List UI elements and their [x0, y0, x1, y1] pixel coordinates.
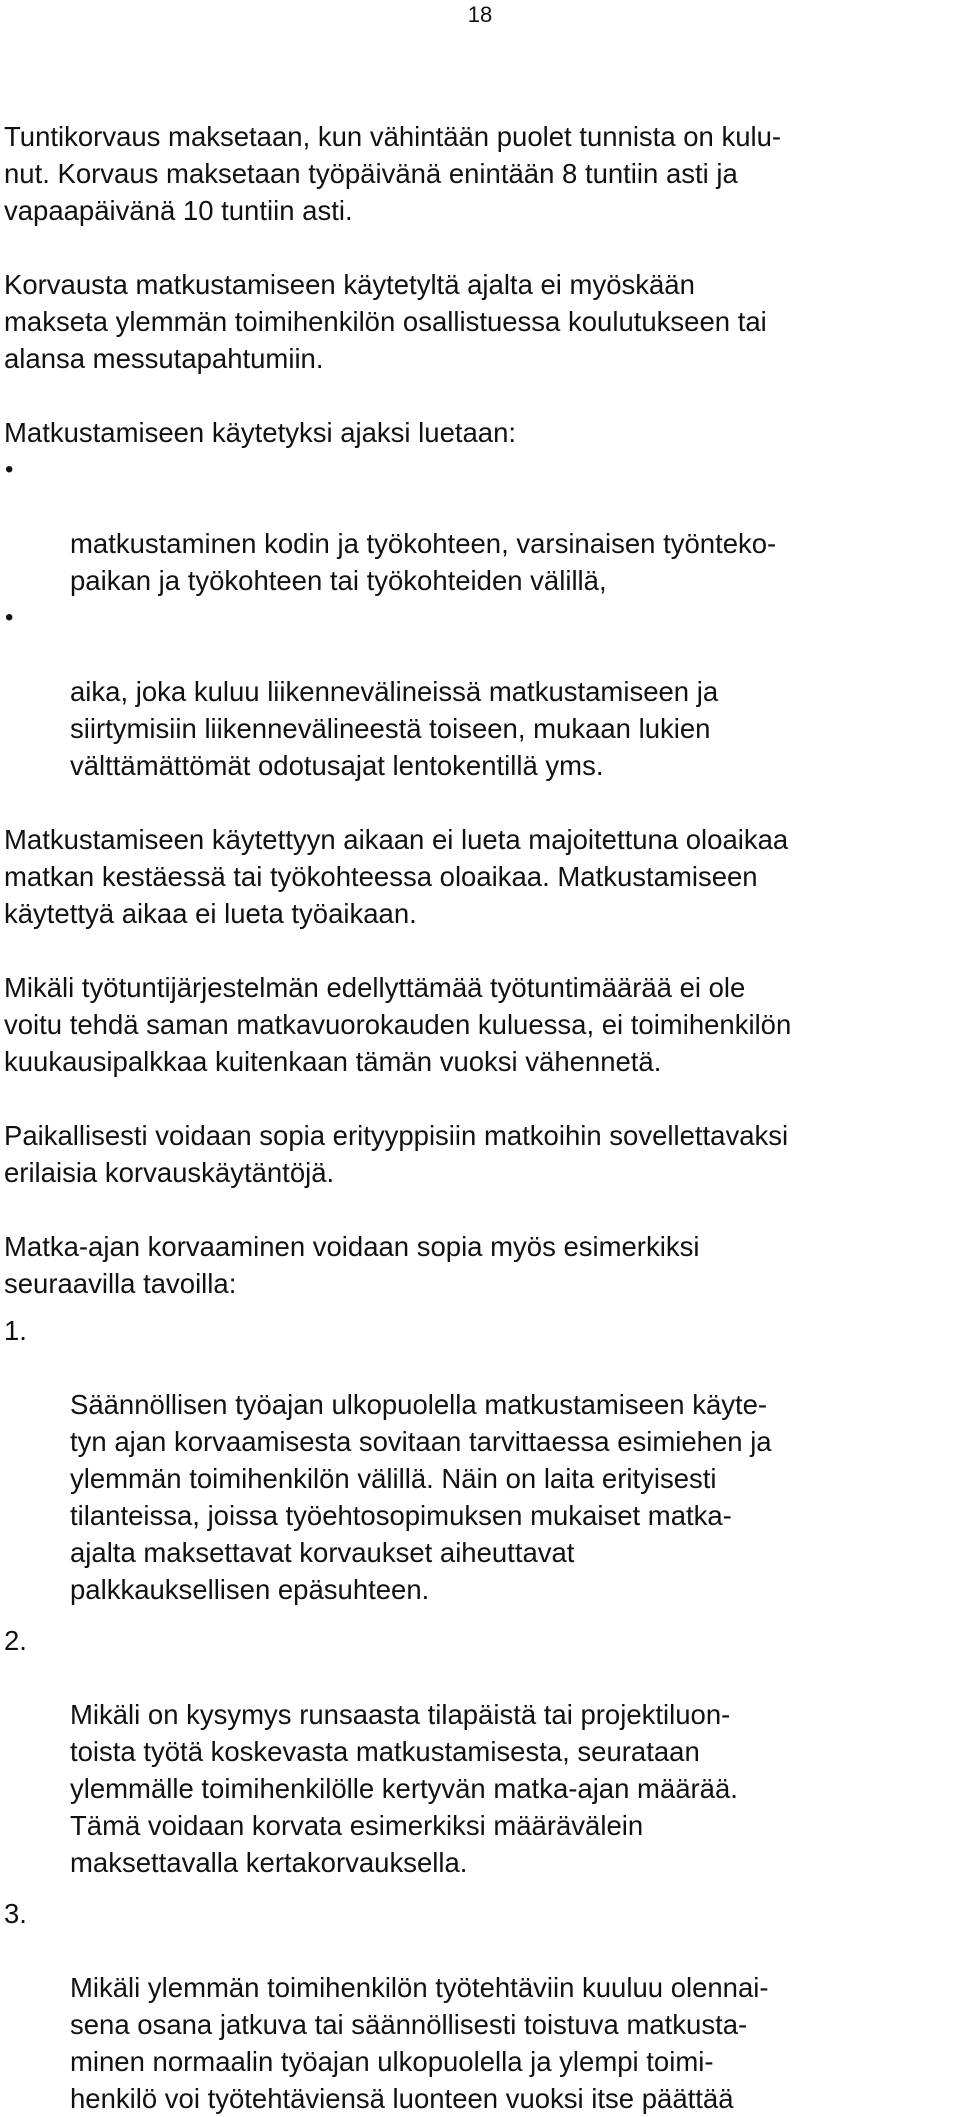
paragraph-travel-time-intro: Matkustamiseen käytetyksi ajaksi luetaan: [4, 417, 517, 448]
travel-time-bullet-list [4, 451, 960, 784]
page-number: 18 [467, 2, 493, 27]
paragraph-salary-not-reduced: Mikäli työtuntijärjestelmän edellyttämää työtuntimäärää ei ole voitu tehdä saman matkavuorokauden kuluessa, ei toimihenkilön kuukausipalkkaa kuitenkaan tämän vuoksi vähennetä. [4, 972, 792, 1077]
paragraph-hourly-compensation: Tuntikorvaus maksetaan, kun vähintään puolet tunnista on kulu- nut. Korvaus maksetaan työpäivänä enintään 8 tuntiin asti ja vapaapäivänä 10 tuntiin asti. [4, 121, 782, 226]
compensation-numbered-list [4, 1312, 960, 2117]
numbered-item [4, 1312, 960, 1608]
bullet-text: matkustaminen kodin ja työkohteen, varsinaisen työnteko- paikan ja työkohteen tai työkohteiden välillä, [70, 528, 777, 596]
bullet-text: aika, joka kuluu liikennevälineissä matkustamiseen ja siirtymisiin liikennevälineestä toiseen, mukaan lukien välttämättömät odotusajat lentokentillä yms. [70, 676, 719, 781]
numbered-item [4, 1622, 960, 1881]
item-text: Mikäli on kysymys runsaasta tilapäistä tai projektiluon- toista työtä koskevasta matkustamisesta, seurataan ylemmälle toimihenkilölle kertyvän matka-ajan määrää. Tämä voidaan korvata esimerkiksi määrävälein maksettavalla kertakorvauksella. [70, 1699, 738, 1878]
item-text: Mikäli ylemmän toimihenkilön työtehtäviin kuuluu olennai- sena osana jatkuva tai säännöllisesti toistuva matkusta- minen normaalin työajan ulkopuolella ja ylempi toimi- henkilö voi työtehtäviensä luonteen vuoksi itse päättää [70, 1972, 769, 2114]
numbered-item [4, 1895, 960, 2117]
paragraph-compensation-methods: Matka-ajan korvaaminen voidaan sopia myös esimerkiksi seuraavilla tavoilla: [4, 1231, 700, 1299]
bullet-item [4, 599, 960, 784]
bullet-icon: • [5, 456, 14, 483]
paragraph-training-exception: Korvausta matkustamiseen käytetyltä ajalta ei myöskään makseta ylemmän toimihenkilön osallistuessa koulutukseen tai alansa messutapahtumiin. [4, 269, 767, 374]
paragraph-not-counted: Matkustamiseen käytettyyn aikaan ei lueta majoitettuna oloaikaa matkan kestäessä tai työkohteessa oloaikaa. Matkustamiseen käytettyä aikaa ei lueta työaikaan. [4, 824, 789, 929]
item-number: 1. [4, 1315, 27, 1346]
item-number: 2. [4, 1625, 27, 1656]
item-text: Säännöllisen työajan ulkopuolella matkustamiseen käyte- tyn ajan korvaamisesta sovitaan tarvittaessa esimiehen ja ylemmän toimihenkilön välillä. Näin on laita erityisesti tilanteissa, joissa työehtosopimuksen mukaiset matka- ajalta maksettavat korvaukset aiheuttavat palkkauksellisen epäsuhteen. [70, 1389, 772, 1605]
bullet-item [4, 451, 960, 599]
paragraph-local-agreements: Paikallisesti voidaan sopia erityyppisiin matkoihin sovellettavaksi erilaisia korvauskäytäntöjä. [4, 1120, 789, 1188]
item-number: 3. [4, 1898, 27, 1929]
document-body [4, 118, 960, 2117]
bullet-icon: • [5, 604, 14, 631]
